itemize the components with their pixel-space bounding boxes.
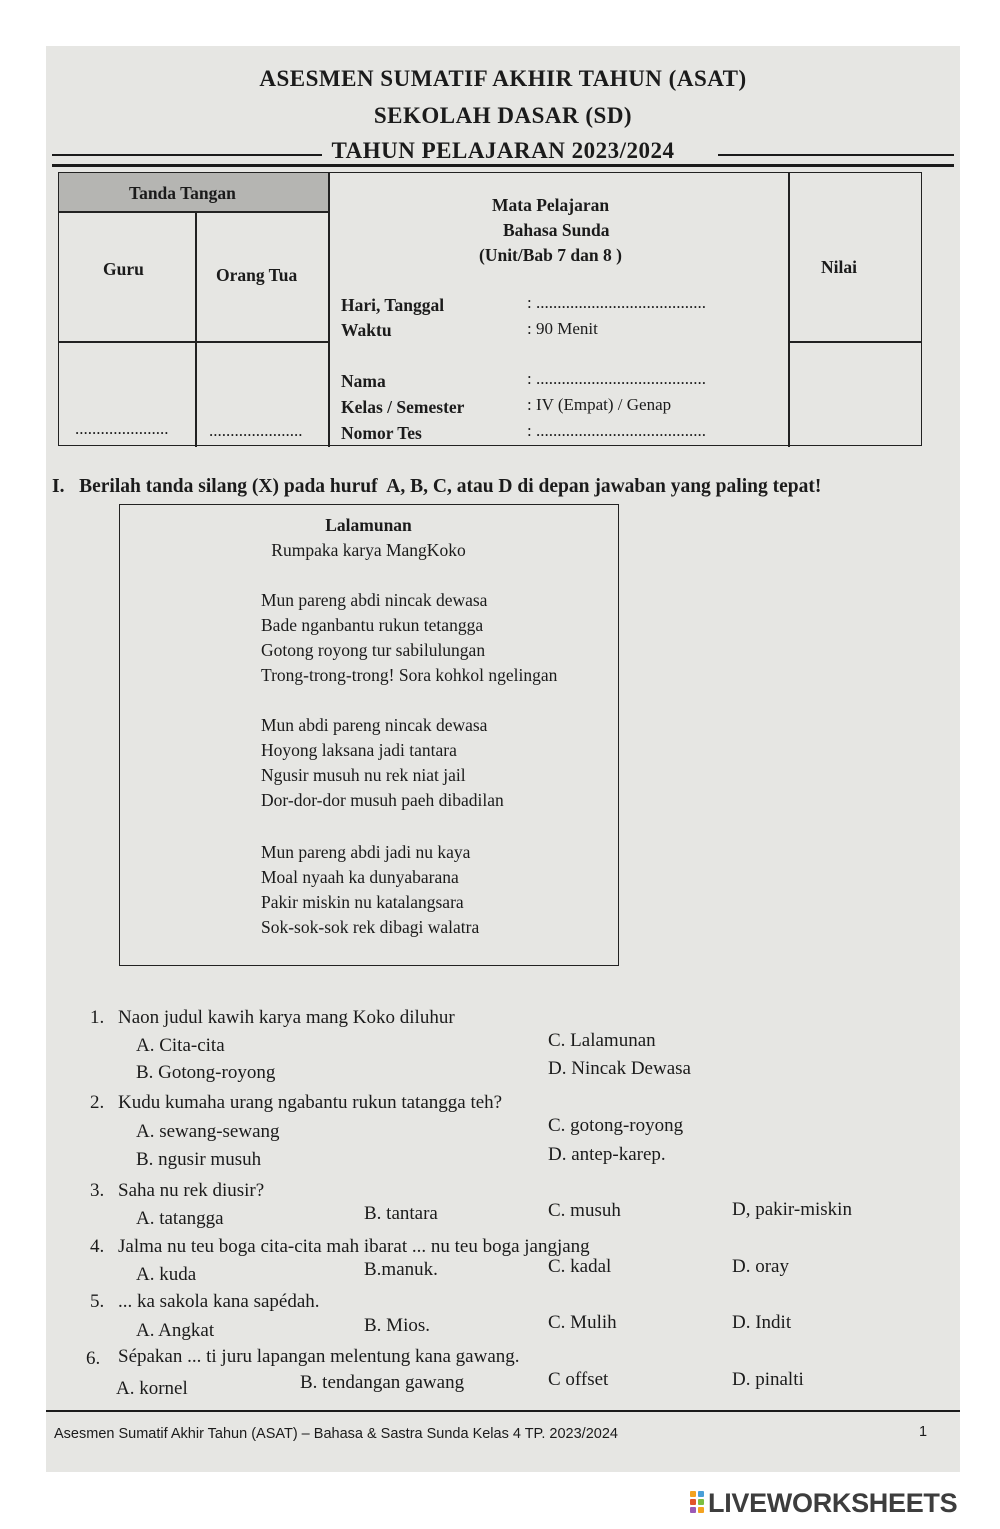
page-number: 1 — [919, 1424, 928, 1440]
question-4-option-c[interactable]: C. kadal — [548, 1256, 612, 1277]
tanda-tangan-label: Tanda Tangan — [129, 183, 236, 203]
poem-line: Sok-sok-sok rek dibagi walatra — [261, 917, 480, 937]
question-2-text: Kudu kumaha urang ngabantu rukun tatangga teh? — [118, 1092, 503, 1113]
poem-line: Hoyong laksana jadi tantara — [261, 740, 457, 760]
hari-tanggal-label: Hari, Tanggal — [341, 295, 445, 315]
hari-tanggal-field[interactable]: : ........................................ — [527, 293, 706, 312]
question-4-option-b[interactable]: B.manuk. — [364, 1259, 438, 1280]
question-1-option-a[interactable]: A. Cita-cita — [136, 1035, 225, 1056]
question-5-option-d[interactable]: D. Indit — [732, 1312, 792, 1333]
waktu-label: Waktu — [341, 320, 392, 340]
guru-label: Guru — [103, 259, 144, 279]
question-6-option-c[interactable]: C offset — [548, 1369, 609, 1390]
subject-value: Bahasa Sunda — [503, 220, 610, 240]
info-table — [58, 172, 922, 446]
title-rule-thick — [52, 164, 954, 167]
poem-box — [119, 504, 619, 966]
poem-line: Mun abdi pareng nincak dewasa — [261, 715, 488, 735]
question-6-text: Sépakan ... ti juru lapangan melentung kana gawang. — [118, 1346, 520, 1367]
orang-tua-label: Orang Tua — [216, 265, 298, 285]
question-5-option-a[interactable]: A. Angkat — [136, 1320, 215, 1341]
poem-line: Bade nganbantu rukun tetangga — [261, 615, 484, 635]
question-2-option-d[interactable]: D. antep-karep. — [548, 1144, 666, 1165]
question-6-number: 6. — [86, 1348, 101, 1369]
footer-text: Asesmen Sumatif Akhir Tahun (ASAT) – Bahasa & Sastra Sunda Kelas 4 TP. 2023/2024 — [54, 1426, 618, 1442]
question-5-number: 5. — [90, 1291, 105, 1312]
question-3-option-c[interactable]: C. musuh — [548, 1200, 621, 1221]
question-2-number: 2. — [90, 1092, 105, 1113]
poem-line: Trong-trong-trong! Sora kohkol ngelingan — [261, 665, 558, 685]
waktu-value: : 90 Menit — [527, 319, 598, 338]
question-2-option-c[interactable]: C. gotong-royong — [548, 1115, 684, 1136]
question-2-option-a[interactable]: A. sewang-sewang — [136, 1121, 280, 1142]
question-4-number: 4. — [90, 1236, 105, 1257]
question-1-option-b[interactable]: B. Gotong-royong — [136, 1062, 276, 1083]
question-5-option-b[interactable]: B. Mios. — [364, 1315, 430, 1336]
poem-line: Mun pareng abdi jadi nu kaya — [261, 842, 471, 862]
poem-line: Mun pareng abdi nincak dewasa — [261, 590, 488, 610]
poem-author: Rumpaka karya MangKoko — [271, 540, 466, 560]
poem-title: Lalamunan — [325, 515, 412, 535]
question-6-option-d[interactable]: D. pinalti — [732, 1369, 804, 1390]
poem-line: Gotong royong tur sabilulungan — [261, 640, 486, 660]
question-6-option-b[interactable]: B. tendangan gawang — [300, 1372, 465, 1393]
signature-ortu-line[interactable]: ...................... — [209, 421, 303, 440]
liveworksheets-icon — [690, 1490, 706, 1514]
signature-guru-line[interactable]: ...................... — [75, 419, 169, 438]
kelas-semester-label: Kelas / Semester — [341, 397, 465, 417]
title-rule-left — [52, 154, 322, 156]
nilai-label: Nilai — [821, 257, 857, 277]
question-1-option-c[interactable]: C. Lalamunan — [548, 1030, 656, 1051]
poem-line: Ngusir musuh nu rek niat jail — [261, 765, 466, 785]
worksheet-page — [46, 46, 960, 1472]
nama-label: Nama — [341, 371, 386, 391]
question-6-option-a[interactable]: A. kornel — [116, 1378, 188, 1399]
question-5-text: ... ka sakola kana sapédah. — [118, 1291, 320, 1312]
question-4-option-d[interactable]: D. oray — [732, 1256, 789, 1277]
nama-field[interactable]: : ........................................ — [527, 369, 706, 388]
liveworksheets-logo — [690, 1488, 957, 1519]
question-5-option-c[interactable]: C. Mulih — [548, 1312, 617, 1333]
title-line-1: ASESMEN SUMATIF AKHIR TAHUN (ASAT) — [259, 66, 747, 91]
question-1-option-d[interactable]: D. Nincak Dewasa — [548, 1058, 691, 1079]
question-3-text: Saha nu rek diusir? — [118, 1180, 265, 1201]
question-2-option-b[interactable]: B. ngusir musuh — [136, 1149, 262, 1170]
nomor-tes-label: Nomor Tes — [341, 423, 422, 443]
question-1-text: Naon judul kawih karya mang Koko diluhur — [118, 1007, 455, 1028]
question-4-option-a[interactable]: A. kuda — [136, 1264, 197, 1285]
question-4-text: Jalma nu teu boga cita-cita mah ibarat ... nu teu boga jangjang — [118, 1236, 590, 1257]
title-line-2: SEKOLAH DASAR (SD) — [373, 103, 633, 128]
footer-rule — [46, 1410, 960, 1412]
question-1-number: 1. — [90, 1007, 105, 1028]
title-line-3: TAHUN PELAJARAN 2023/2024 — [331, 138, 675, 163]
mata-pelajaran-label: Mata Pelajaran — [492, 195, 610, 215]
instruction-text: I. Berilah tanda silang (X) pada huruf A, B, C, atau D di depan jawaban yang paling tepat! — [52, 476, 822, 497]
poem-line: Dor-dor-dor musuh paeh dibadilan — [261, 790, 504, 810]
liveworksheets-wordmark: LIVEWORKSHEETS — [708, 1488, 958, 1518]
title-rule-right — [718, 154, 954, 156]
question-3-option-b[interactable]: B. tantara — [364, 1203, 438, 1224]
question-3-option-a[interactable]: A. tatangga — [136, 1208, 224, 1229]
kelas-semester-value: : IV (Empat) / Genap — [527, 395, 672, 414]
question-3-number: 3. — [90, 1180, 105, 1201]
unit-value: (Unit/Bab 7 dan 8 ) — [479, 245, 622, 265]
question-3-option-d[interactable]: D, pakir-miskin — [732, 1199, 852, 1220]
nomor-tes-field[interactable]: : ........................................ — [527, 421, 706, 440]
poem-line: Pakir miskin nu katalangsara — [261, 892, 464, 912]
poem-line: Moal nyaah ka dunyabarana — [261, 867, 459, 887]
